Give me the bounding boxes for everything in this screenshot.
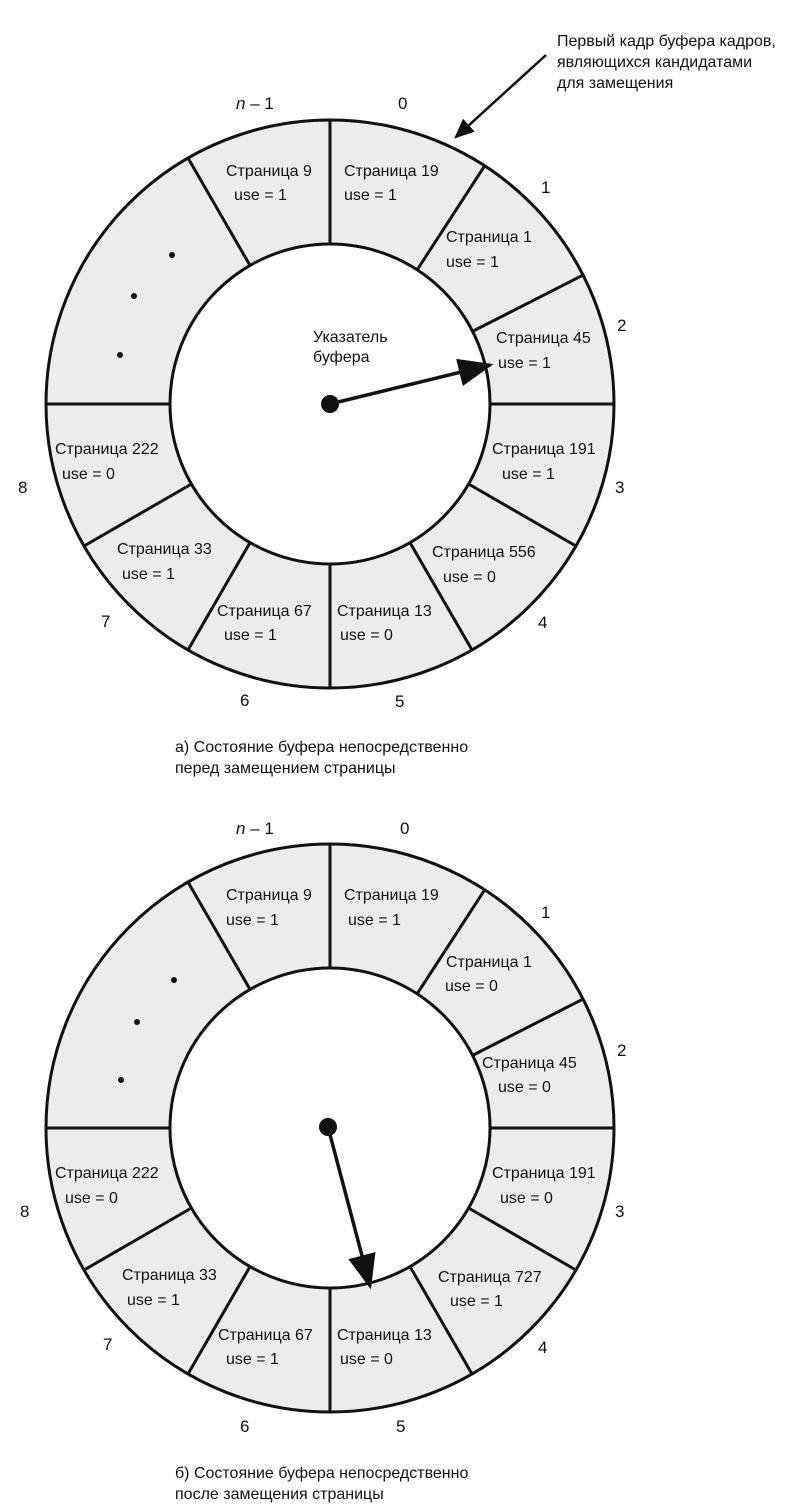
frame-page-label: Страница 222 [55,1165,159,1182]
caption-line-1: б) Состояние буфера непосредственно [175,1465,469,1482]
frame-index: 5 [395,692,405,711]
frame-page-label: Страница 33 [122,1267,217,1284]
frame-use-bit: use = 0 [62,466,115,483]
frame-page-label: Страница 222 [55,441,159,458]
frame-use-bit: use = 1 [348,912,401,929]
frame-index: 3 [615,478,625,497]
frame-page-label: Страница 19 [344,887,439,904]
frame-page-label: Страница 67 [217,603,312,620]
frame-page-label: Страница 1 [446,229,532,246]
buffer-diagram-after [20,819,626,1503]
pointer-label-line-2: буфера [313,349,370,366]
first-frame-annotation [456,33,776,137]
frame-index: 4 [538,613,548,632]
frame-index: n – 1 [236,819,274,838]
annotation-arrow [456,55,546,137]
caption-line-2: после замещения страницы [175,1486,384,1503]
frame-use-bit: use = 0 [65,1190,118,1207]
frame-page-label: Страница 9 [226,163,312,180]
frame-use-bit: use = 1 [498,355,551,372]
frame-use-bit: use = 0 [340,1351,393,1368]
frame-use-bit: use = 1 [127,1292,180,1309]
frame-index: 4 [538,1338,548,1357]
frame-use-bit: use = 1 [234,187,287,204]
frame-use-bit: use = 1 [224,627,277,644]
frame-use-bit: use = 0 [500,1190,553,1207]
frame-page-label: Страница 45 [496,330,591,347]
annotation-line-3: для замещения [557,75,674,92]
frame-index: 0 [398,94,408,113]
frame-page-label: Страница 1 [446,954,532,971]
frame-index: 7 [103,1335,113,1354]
frame-index: 3 [615,1202,625,1221]
caption-line-2: перед замещением страницы [175,760,396,777]
frame-page-label: Страница 13 [337,603,432,620]
frame-use-bit: use = 0 [498,1079,551,1096]
frame-index: 6 [240,691,250,710]
frame-use-bit: use = 1 [344,187,397,204]
frame-use-bit: use = 0 [340,627,393,644]
frame-index: 2 [617,316,627,335]
frame-page-label: Страница 191 [492,1165,596,1182]
frame-index: 0 [400,819,410,838]
frame-use-bit: use = 0 [445,978,498,995]
frame-use-bit: use = 1 [446,254,499,271]
frame-index: n – 1 [236,94,274,113]
frame-page-label: Страница 19 [344,163,439,180]
frame-page-label: Страница 45 [482,1055,577,1072]
frame-page-label: Страница 191 [492,441,596,458]
frame-page-label: Страница 9 [226,887,312,904]
frame-use-bit: use = 1 [226,1351,279,1368]
frame-page-label: Страница 727 [438,1269,542,1286]
frame-index: 6 [240,1417,250,1436]
pointer-hub [319,1118,337,1136]
frame-use-bit: use = 1 [226,912,279,929]
frame-page-label: Страница 33 [117,541,212,558]
annotation-line-2: являющихся кандидатами [557,54,753,71]
annotation-line-1: Первый кадр буфера кадров, [557,33,776,50]
pointer-label-line-1: Указатель [313,329,388,346]
frame-use-bit: use = 0 [443,569,496,586]
frame-index: 2 [617,1041,627,1060]
frame-page-label: Страница 556 [432,544,536,561]
buffer-diagram-before [18,94,626,777]
frame-use-bit: use = 1 [450,1293,503,1310]
frame-index: 1 [541,178,551,197]
frame-page-label: Страница 67 [218,1327,313,1344]
caption-line-1: а) Состояние буфера непосредственно [175,739,469,756]
frame-index: 8 [18,478,28,497]
frame-page-label: Страница 13 [337,1327,432,1344]
frame-index: 8 [20,1202,30,1221]
frame-index: 1 [541,903,551,922]
frame-use-bit: use = 1 [122,566,175,583]
frame-use-bit: use = 1 [502,466,555,483]
frame-index: 7 [101,612,111,631]
frame-index: 5 [396,1417,406,1436]
pointer-hub [321,395,339,413]
